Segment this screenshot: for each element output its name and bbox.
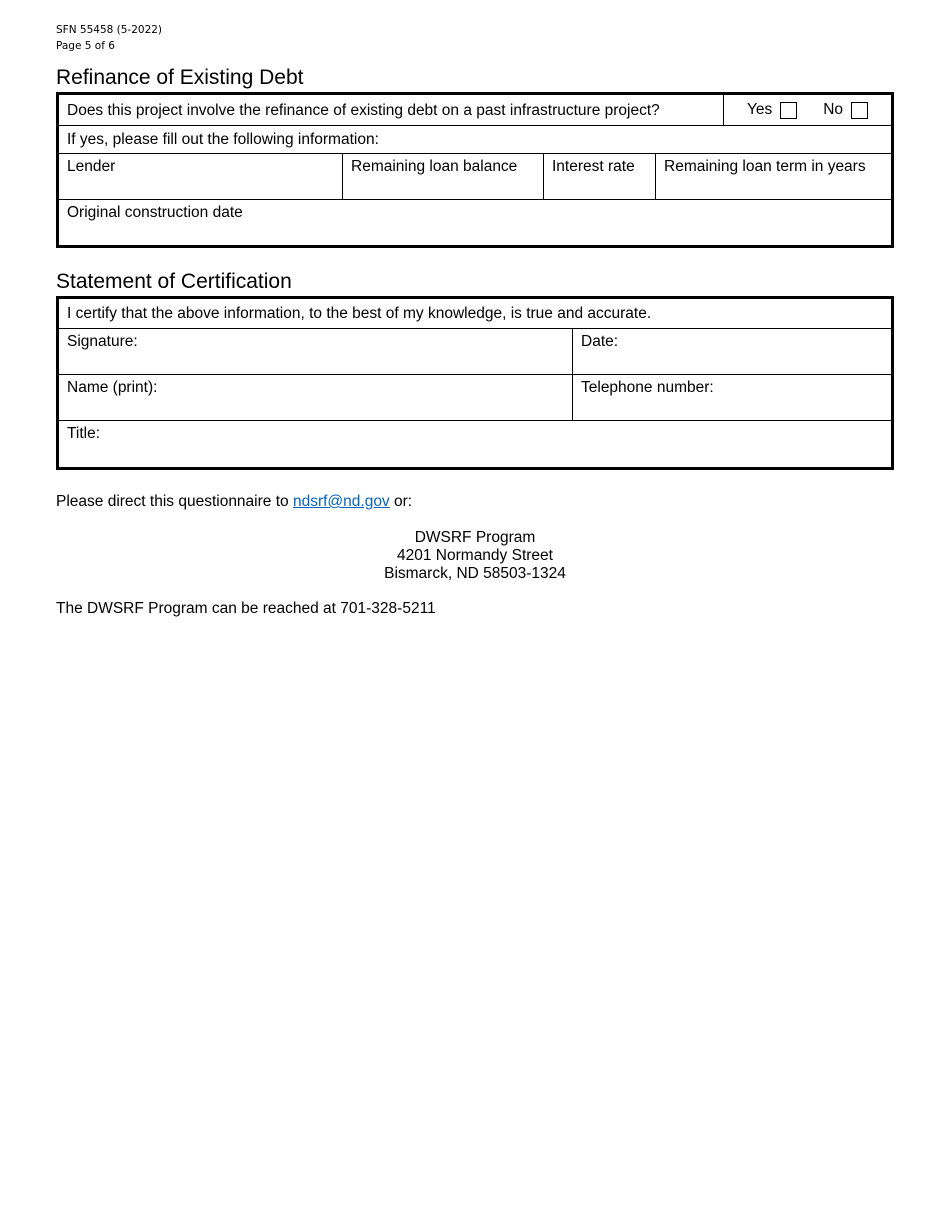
- direct-prefix: Please direct this questionnaire to: [56, 493, 293, 510]
- signature-field[interactable]: Signature:: [59, 329, 573, 374]
- name-print-field[interactable]: Name (print):: [59, 375, 573, 420]
- signature-row: [59, 329, 891, 375]
- email-link[interactable]: ndsrf@nd.gov: [292, 493, 390, 510]
- construction-date-field[interactable]: Original construction date: [67, 204, 243, 221]
- yes-checkbox[interactable]: [780, 102, 797, 119]
- telephone-field[interactable]: Telephone number:: [581, 379, 714, 396]
- construction-date-row: [59, 200, 891, 245]
- loan-term-field[interactable]: Remaining loan term in years: [664, 158, 866, 175]
- refinance-table: [56, 92, 894, 248]
- certification-statement: I certify that the above information, to the best of my knowledge, is true and accurate.: [67, 305, 652, 322]
- mailing-address: [0, 529, 950, 583]
- address-line-3: Bismarck, ND 58503-1324: [384, 565, 566, 582]
- address-line-2: 4201 Normandy Street: [397, 547, 553, 564]
- loan-balance-field[interactable]: Remaining loan balance: [343, 154, 544, 199]
- certification-section-title: Statement of Certification: [56, 270, 292, 293]
- certification-table: [56, 296, 894, 470]
- refinance-question: Does this project involve the refinance of existing debt on a past infrastructure project?: [59, 95, 724, 125]
- page-header: [56, 22, 162, 54]
- title-field[interactable]: Title:: [67, 425, 101, 442]
- name-row: [59, 375, 891, 421]
- direct-questionnaire-text: [56, 493, 412, 511]
- date-field[interactable]: Date:: [581, 333, 619, 350]
- form-number: SFN 55458 (5-2022): [56, 24, 163, 36]
- refinance-question-row: [59, 95, 891, 126]
- yes-label: Yes: [746, 101, 773, 118]
- interest-rate-field[interactable]: Interest rate: [544, 154, 656, 199]
- yes-no-group: [724, 95, 891, 125]
- if-yes-instruction: If yes, please fill out the following information:: [67, 131, 379, 148]
- loan-details-row: [59, 154, 891, 200]
- certification-statement-row: [59, 299, 891, 329]
- address-line-1: DWSRF Program: [414, 529, 536, 546]
- no-label: No: [823, 101, 844, 118]
- lender-field[interactable]: Lender: [59, 154, 343, 199]
- title-row: [59, 421, 891, 467]
- direct-suffix: or:: [389, 493, 413, 510]
- phone-note: The DWSRF Program can be reached at 701-328-5211: [56, 600, 436, 617]
- page-number: Page 5 of 6: [56, 40, 115, 52]
- if-yes-row: [59, 126, 891, 154]
- no-checkbox[interactable]: [851, 102, 868, 119]
- refinance-section-title: Refinance of Existing Debt: [56, 66, 304, 89]
